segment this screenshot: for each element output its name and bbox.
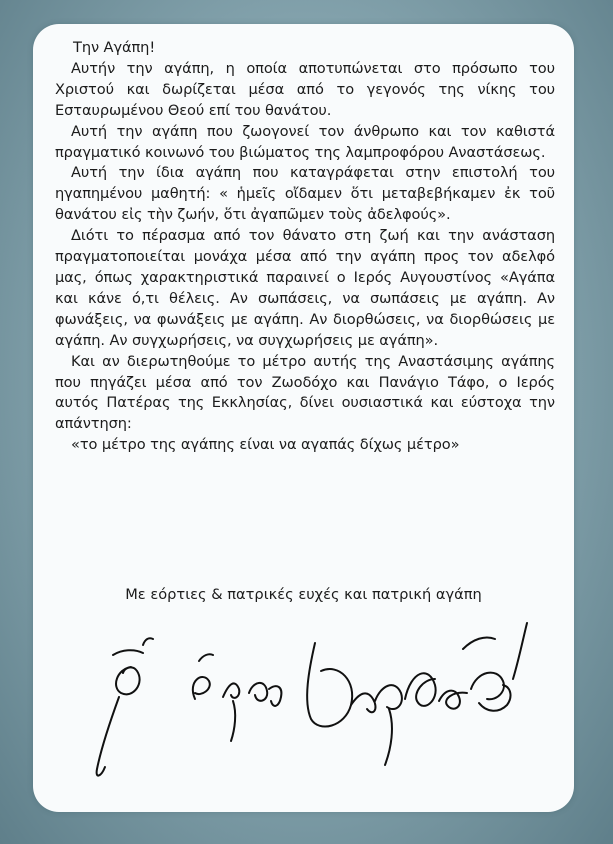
closing-line: Με εόρτιες & πατρικές ευχές και πατρική αγάπη bbox=[125, 586, 482, 603]
letter-card bbox=[33, 24, 574, 812]
letter-body bbox=[55, 38, 555, 456]
letter-paragraph: Αυτή την ίδια αγάπη που καταγράφεται στην επιστολή του ηγαπημένου μαθητή: « ἡμεῖς οἴδαμεν ὅτι μεταβεβήκαμεν ἐκ τοῦ θανάτου εἰς τὴν ζωήν, ὅτι ἀγαπῶμεν τοὺς ἀδελφούς». bbox=[55, 164, 555, 224]
letter-paragraph: Διότι το πέρασμα από τον θάνατο στη ζωή και την ανάσταση πραγματοποιείται μονάχα μέσα από την αγάπη προς τον αδελφό μας, όπως χαρακτηριστικά παραινεί ο Ιερός Αυγουστίνος «Αγάπα και κάνε ό,τι θέλεις. Αν σωπάσεις, να σωπάσεις με αγάπη. Αν φωνάξεις, να φωνάξεις με αγάπη. Αν διορθώσεις, να διορθώσεις με αγάπη. Αν συγχωρήσεις, να συγχωρήσεις με αγάπη». bbox=[55, 227, 555, 349]
letter-paragraph: Και αν διερωτηθούμε το μέτρο αυτής της Αναστάσιμης αγάπης που πηγάζει μέσα από τον Ζωοδόχο και Πανάγιο Τάφο, ο Ιερός αυτός Πατέρας της Εκκλησίας, δίνει ουσιαστικά και εύστοχα την απάντηση: bbox=[55, 352, 555, 433]
letter-paragraph: Αυτή την αγάπη που ζωογονεί τον άνθρωπο και τον καθιστά πραγματικό κοινωνό του βιώματος της λαμπροφόρου Αναστάσεως. bbox=[55, 122, 555, 161]
handwritten-signature bbox=[83, 609, 543, 789]
letter-greeting: Την Αγάπη! bbox=[73, 39, 156, 56]
letter-quote: «το μέτρο της αγάπης είναι να αγαπάς δίχως μέτρο» bbox=[71, 436, 460, 454]
letter-paragraph: Αυτήν την αγάπη, η οποία αποτυπώνεται στο πρόσωπο του Χριστού και δωρίζεται μέσα από το γεγονός της νίκης του Εσταυρωμένου Θεού επί του θανάτου. bbox=[55, 59, 555, 119]
